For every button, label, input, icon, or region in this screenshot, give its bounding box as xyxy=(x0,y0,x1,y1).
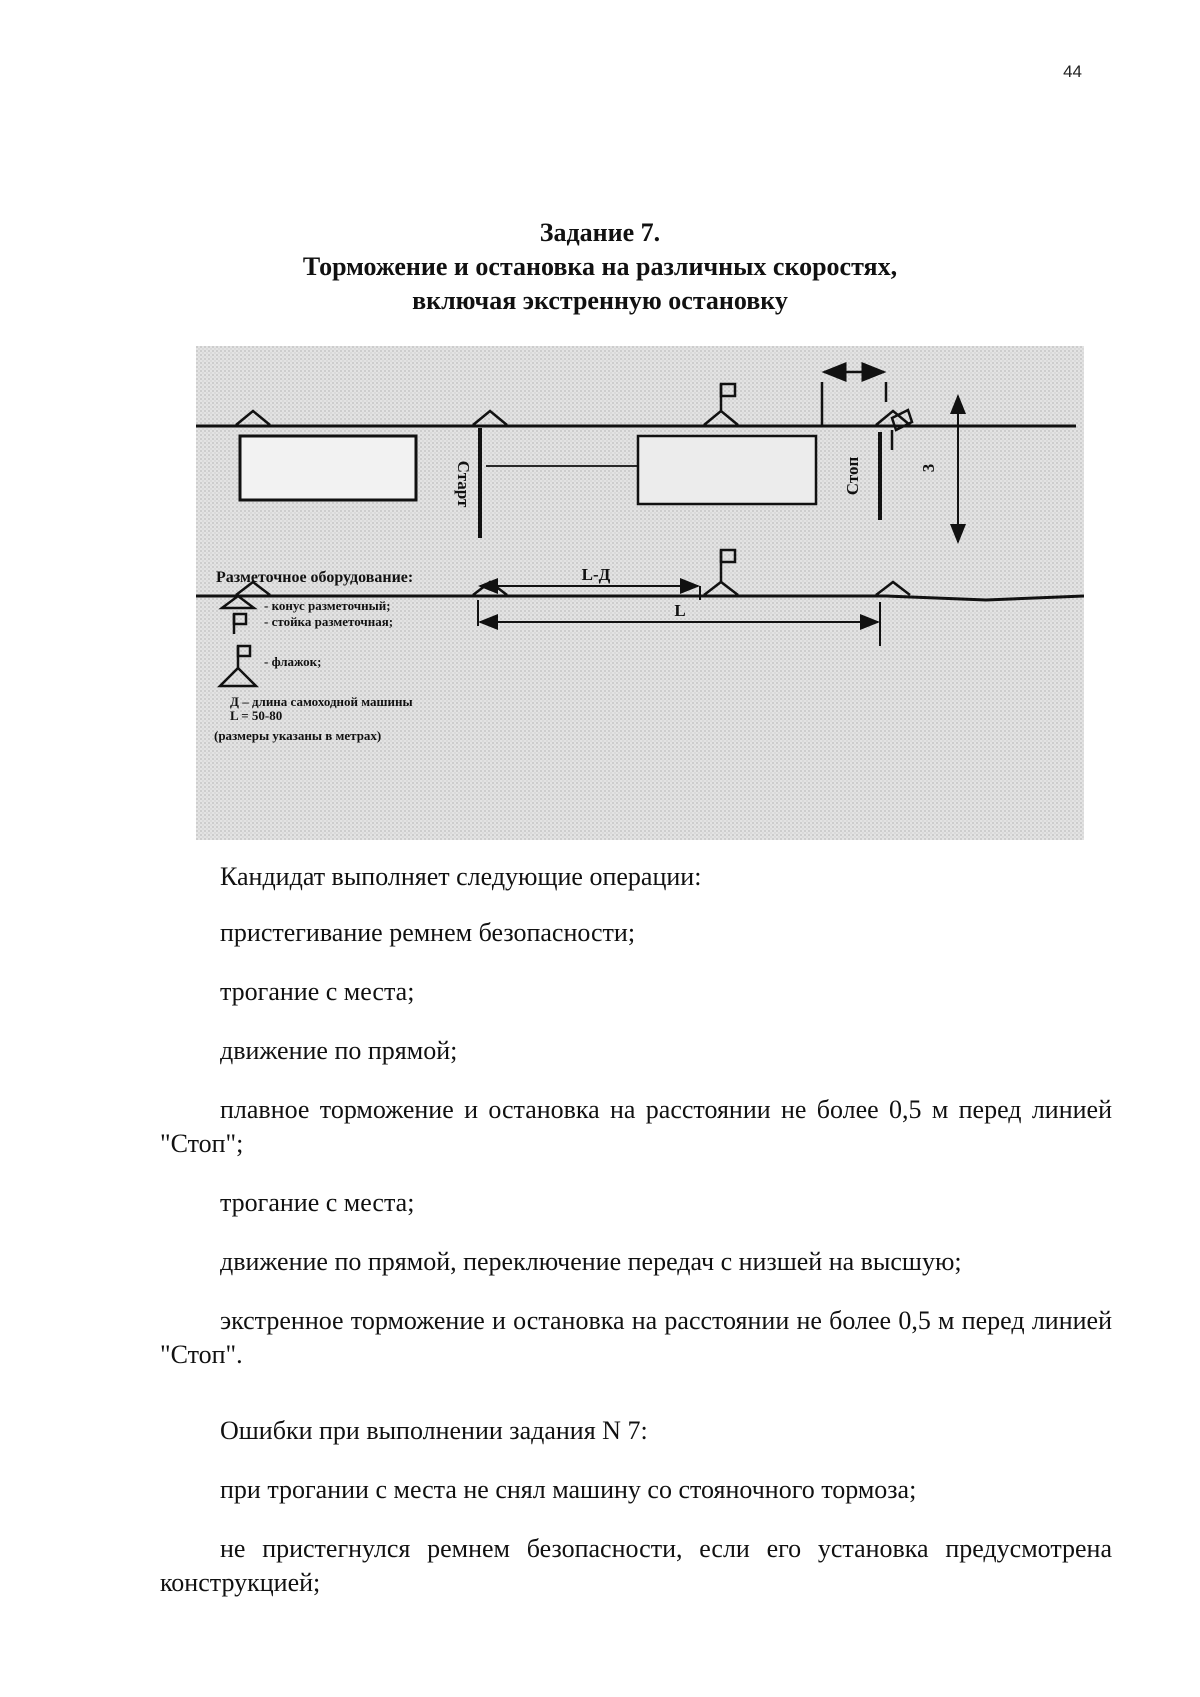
vehicle-stop-box xyxy=(638,436,816,504)
stop-label: Стоп xyxy=(843,456,862,496)
operations-intro: Кандидат выполняет следующие операции: xyxy=(220,862,702,891)
page-number: 44 xyxy=(1063,62,1082,81)
operation-item: движение по прямой, переключение передач с низшей на высшую; xyxy=(220,1247,962,1276)
legend-cone-label: - конус разметочный; xyxy=(264,598,391,613)
note-l-range: L = 50-80 xyxy=(230,708,283,723)
operation-item: трогание с места; xyxy=(220,1188,415,1217)
legend-flag-label: - флажок; xyxy=(264,654,322,669)
error-item: не пристегнулся ремнем безопасности, если его установка предусмотрена конструкцией; xyxy=(160,1534,1112,1597)
task-title-line-3: включая экстренную остановку xyxy=(412,286,788,315)
task-body xyxy=(160,860,1112,1625)
vehicle-start-box xyxy=(240,436,416,500)
note-vehicle-length: Д – длина самоходной машины xyxy=(230,694,413,709)
task-title-line-2: Торможение и остановка на различных скоростях, xyxy=(302,252,898,281)
operation-item: пристегивание ремнем безопасности; xyxy=(220,918,636,947)
width-label: 3 xyxy=(919,463,938,473)
dimension-ld-label: L-Д xyxy=(581,565,611,584)
legend-title: Разметочное оборудование: xyxy=(216,569,414,586)
legend-post-label: - стойка разметочная; xyxy=(264,614,394,629)
dimension-l-label: L xyxy=(674,601,686,620)
course-diagram xyxy=(196,346,1084,840)
operation-item: движение по прямой; xyxy=(220,1036,458,1065)
diagram-background xyxy=(196,346,1084,840)
error-item: при трогании с места не снял машину со стояночного тормоза; xyxy=(220,1475,917,1504)
note-units: (размеры указаны в метрах) xyxy=(214,728,382,743)
operation-item: плавное торможение и остановка на расстоянии не более 0,5 м перед линией "Стоп"; xyxy=(160,1095,1112,1158)
errors-title: Ошибки при выполнении задания N 7: xyxy=(220,1416,648,1445)
operation-item: трогание с места; xyxy=(220,977,415,1006)
start-label: Старт xyxy=(454,460,473,508)
task-title-number: Задание 7. xyxy=(539,218,661,247)
task-title xyxy=(150,216,1050,318)
operation-item: экстренное торможение и остановка на расстоянии не более 0,5 м перед линией "Стоп". xyxy=(160,1306,1112,1369)
